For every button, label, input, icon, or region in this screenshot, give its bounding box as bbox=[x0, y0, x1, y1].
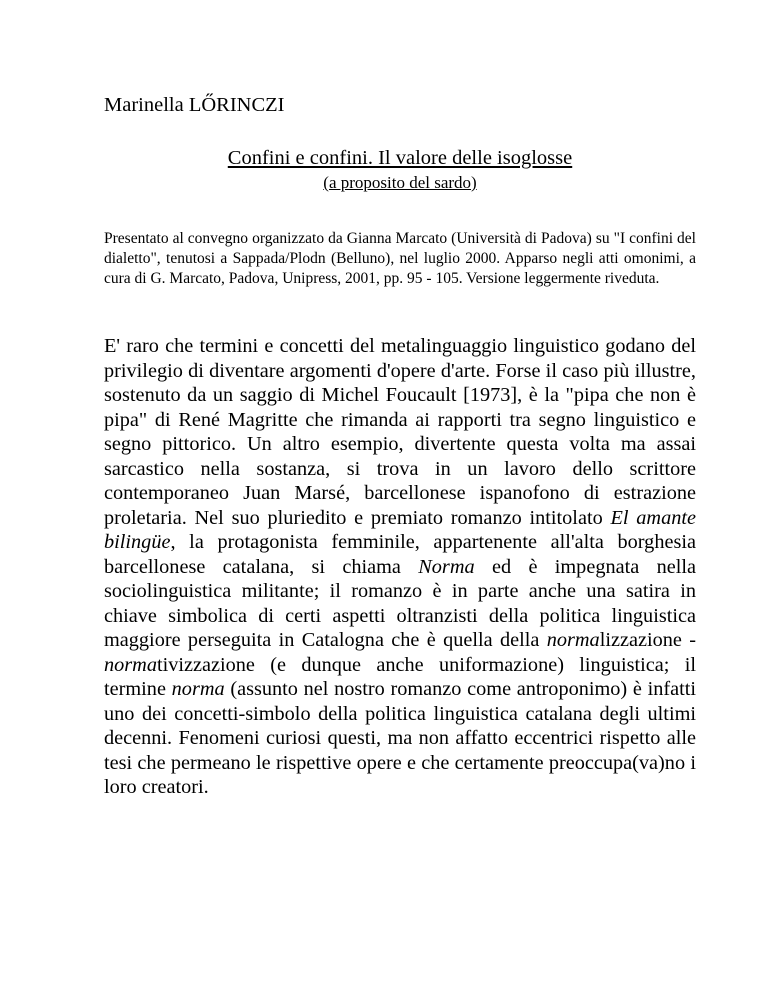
body-text-segment: ed è impegnata nella sociolinguistica militante; il romanzo è in parte anche una satira in chiave simbolica di certi aspetti oltranzisti della politica linguistica maggiore perseguita in Catalogna che è quella della bbox=[104, 555, 696, 651]
character-name: Norma bbox=[418, 555, 475, 578]
body-paragraph bbox=[104, 334, 696, 800]
body-text-segment: (assunto nel nostro romanzo come antroponimo) è infatti uno dei concetti-simbolo della politica linguistica catalana degli ultimi decenni. Fenomeni curiosi questi, ma non affatto eccentrici rispetto alle tesi che permeano le rispettive opere e che certamente preoccupa(va)no i loro creatori. bbox=[104, 678, 697, 798]
author-name: Marinella LŐRINCZI bbox=[104, 94, 285, 116]
publication-note: Presentato al convegno organizzato da Gianna Marcato (Università di Padova) su "I confini del dialetto", tenutosi a Sappada/Plodn (Belluno), nel luglio 2000. Apparso negli atti omonimi, a cura di G. Marcato, Padova, Unipress, 2001, pp. 95 - 105. Versione leggermente riveduta. bbox=[104, 230, 696, 287]
emphasis-term: norma bbox=[171, 678, 225, 700]
body-text-segment: lizzazione - bbox=[599, 629, 696, 651]
emphasis-prefix: norma bbox=[104, 653, 157, 676]
paper-subtitle: (a proposito del sardo) bbox=[323, 173, 477, 192]
paper-title: Confini e confini. Il valore delle isoglosse bbox=[227, 147, 573, 169]
body-text-segment: , la protagonista femminile, appartenente all'alta borghesia barcellonese catalana, si chiama bbox=[104, 531, 696, 578]
novel-title: El amante bilingüe bbox=[104, 506, 696, 553]
body-text-segment: tivizzazione (e dunque anche uniformazione) linguistica; il termine bbox=[104, 653, 696, 700]
body-text-segment: E' raro che termini e concetti del metalinguaggio linguistico godano del privilegio di diventare argomenti d'opere d'arte. Forse il caso più illustre, sostenuto da un saggio di Michel Foucault [1973], è la "pipa che non è pipa" di René Magritte che rimanda ai rapporti tra segno linguistico e segno pittorico. Un altro esempio, divertente questa volta ma assai sarcastico nella sostanza, si trova in un lavoro dello scrittore contemporaneo Juan Marsé, barcellonese ispanofono di estrazione proletaria. Nel suo pluriedito e premiato romanzo intitolato bbox=[104, 335, 696, 529]
emphasis-prefix: norma bbox=[546, 629, 600, 651]
